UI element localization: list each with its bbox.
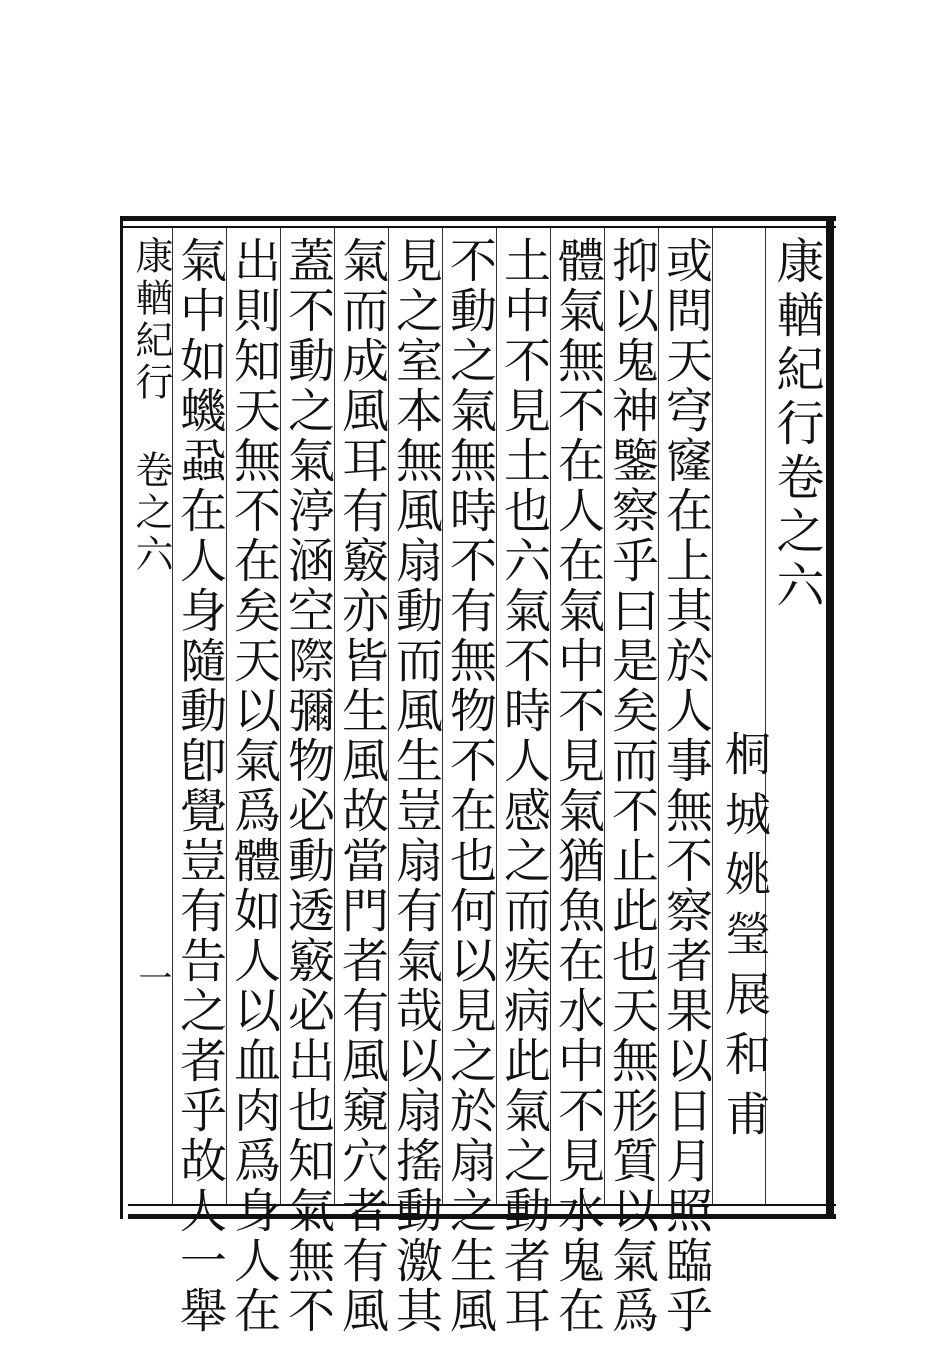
text-column-10: 氣中如蟣蝨在人身隨動卽覺豈有告之者乎故人一舉 [172, 236, 227, 1336]
frame-top-border [120, 216, 836, 221]
text-column-8: 蓋不動之氣渟涵空際彌物必動透竅必出也知氣無不 [280, 236, 335, 1336]
author-line: 桐城姚瑩展和甫 [718, 730, 772, 1150]
margin-title: 康輶紀行 [129, 236, 173, 404]
text-column-3: 體氣無不在人在氣中不見氣猶魚在水中不見水鬼在 [550, 236, 605, 1336]
text-column-6: 見之室本無風扇動而風生豈扇有氣哉以扇搖動激其 [388, 236, 443, 1336]
margin-volume: 卷之六 [129, 450, 173, 576]
chapter-title: 康輶紀行卷之六 [768, 236, 824, 614]
text-column-7: 氣而成風耳有竅亦皆生風故當門者有風窺穴者有風 [334, 236, 389, 1336]
frame-right-border [826, 216, 834, 1219]
text-column-5: 不動之氣無時不有無物不在也何以見之於扇之生風 [442, 236, 497, 1336]
text-column-2: 抑以鬼神鑒察乎曰是矣而不止此也天無形質以氣爲 [604, 236, 659, 1336]
text-column-1: 或問天穹窿在上其於人事無不察者果以日月照臨乎 [658, 236, 713, 1336]
frame-left-border [120, 216, 123, 1219]
text-column-9: 出則知天無不在矣天以氣爲體如人以血肉爲身人在 [226, 236, 281, 1336]
leaf-number: 一 [132, 960, 172, 994]
frame-top-inner-border [120, 226, 836, 228]
text-column-4: 土中不見土也六氣不時人感之而疾病此氣之動者耳 [496, 236, 551, 1336]
